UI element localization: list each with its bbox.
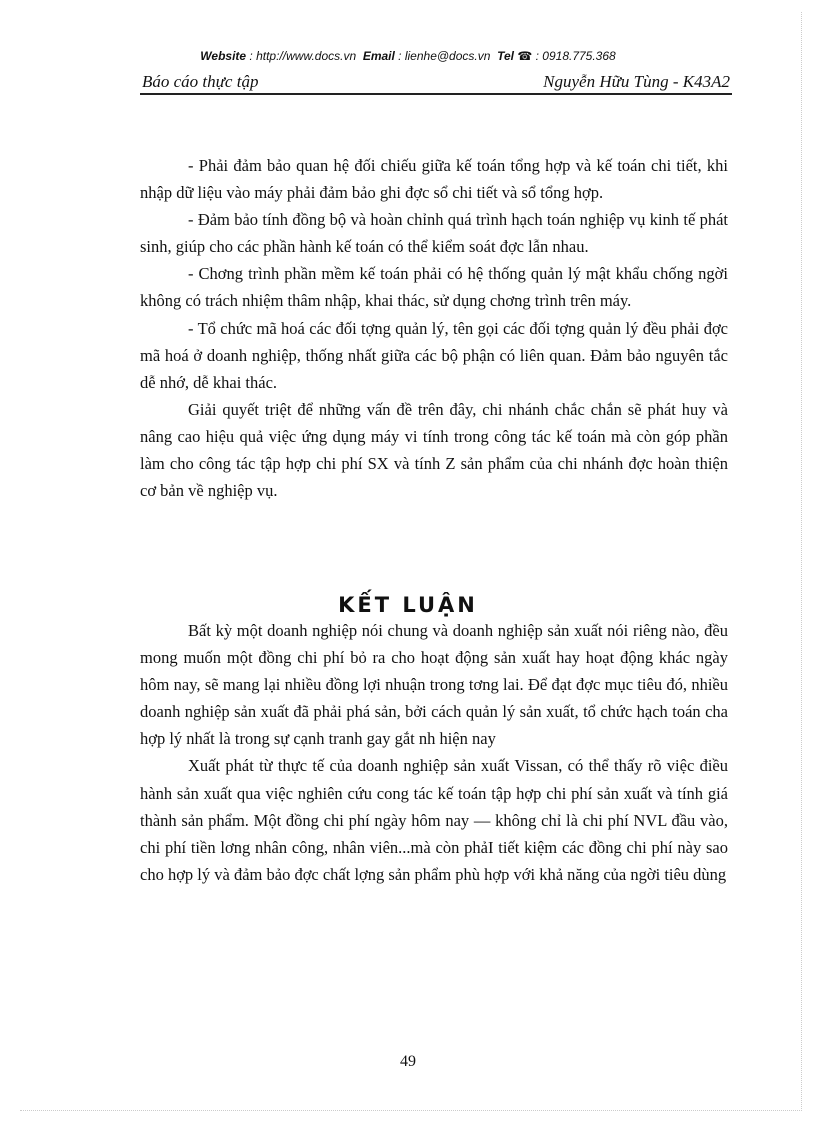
paragraph: Xuất phát từ thực tế của doanh nghiệp sản xuất Vissan, có thể thấy rõ việc điều hành sản xuất qua việc nghiên cứu cong tác kế toán tập hợp chi phí sản xuất và tính giá thành sản phẩm. Một đồng chi phí ngày hôm nay — không chỉ là chi phí NVL đầu vào, chi phí tiền lơng nhân công, nhân viên...mà còn phảI tiết kiệm các đồng chi phí này sao cho hợp lý và đảm bảo đợc chất lợng sản phẩm phù hợp với khả năng của ngời tiêu dùng bbox=[140, 756, 728, 884]
body-section bbox=[140, 152, 728, 504]
website-url[interactable]: : http://www.docs.vn bbox=[249, 49, 357, 63]
email-address[interactable]: : lienhe@docs.vn bbox=[398, 49, 491, 63]
header-report-title: Báo cáo thực tập bbox=[142, 72, 259, 91]
header-author: Nguyễn Hữu Tùng - K43A2 bbox=[543, 72, 730, 91]
paragraph: Giải quyết triệt để những vấn đề trên đây, chi nhánh chắc chắn sẽ phát huy và nâng cao hiệu quả việc ứng dụng máy vi tính trong công tác kế toán mà còn góp phần làm cho công tác tập hợp chi phí SX và tính Z sản phẩm của chi nhánh đợc hoàn thiện cơ bản về nghiệp vụ. bbox=[140, 399, 728, 501]
phone-number: : 0918.775.368 bbox=[535, 49, 616, 63]
email-label: Email bbox=[362, 49, 395, 63]
paragraph: - Phải đảm bảo quan hệ đối chiếu giữa kế toán tổng hợp và kế toán chi tiết, khi nhập dữ liệu vào máy phải đảm bảo ghi đợc sổ chi tiết và sổ tổng hợp. bbox=[140, 156, 728, 203]
conclusion-section bbox=[140, 617, 728, 888]
page-number: 49 bbox=[400, 1053, 416, 1070]
paragraph: - Tổ chức mã hoá các đối tợng quản lý, tên gọi các đối tợng quản lý đều phải đợc mã hoá ở doanh nghiệp, thống nhất giữa các bộ phận có liên quan. Đảm bảo nguyên tắc dễ nhớ, dễ khai thác. bbox=[140, 318, 728, 392]
paragraph: Bất kỳ một doanh nghiệp nói chung và doanh nghiệp sản xuất nói riêng nào, đều mong muốn một đồng chi phí bỏ ra cho hoạt động sản xuất hay hoạt động khác ngày hôm nay, sẽ mang lại nhiều đồng lợi nhuận trong tơng lai. Để đạt đợc mục tiêu đó, nhiều doanh nghiệp sản xuất đã phải phá sản, bởi cách quản lý sản xuất, tổ chức hạch toán cha hợp lý nhất là trong sự cạnh tranh gay gắt nh hiện nay bbox=[140, 621, 728, 749]
conclusion-heading: KẾT LUẬN bbox=[338, 593, 478, 617]
paragraph: - Đảm bảo tính đồng bộ và hoàn chỉnh quá trình hạch toán nghiệp vụ kinh tế phát sinh, giúp cho các phần hành kế toán có thể kiểm soát đợc lẫn nhau. bbox=[140, 210, 728, 257]
website-label: Website bbox=[200, 49, 247, 63]
header-rule bbox=[140, 93, 732, 95]
phone-icon: ☎ bbox=[517, 49, 533, 63]
paragraph: - Chơng trình phần mềm kế toán phải có hệ thống quản lý mật khẩu chống ngời không có trách nhiệm thâm nhập, khai thác, sử dụng chơng trình trên máy. bbox=[140, 264, 728, 311]
tel-label: Tel bbox=[497, 49, 514, 63]
website-banner bbox=[0, 49, 816, 63]
page-frame-bottom bbox=[20, 1110, 802, 1111]
page-frame-right bbox=[801, 12, 802, 1111]
